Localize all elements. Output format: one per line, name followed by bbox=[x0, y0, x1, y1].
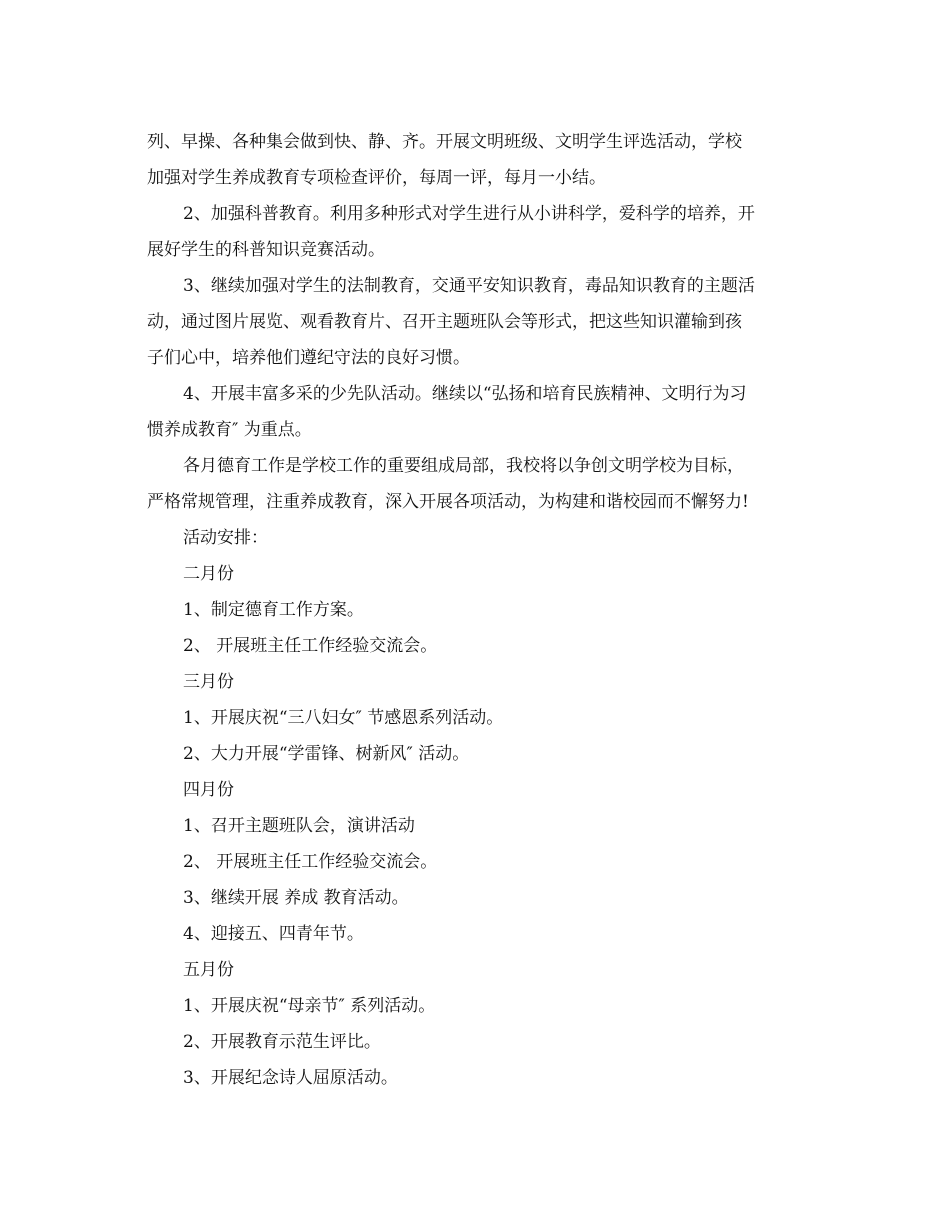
text-line: 加强对学生养成教育专项检查评价，每周一评，每月一小结。 bbox=[147, 168, 606, 188]
text-line: 4、开展丰富多采的少先队活动。继续以“弘扬和培育民族精神、文明行为习 bbox=[183, 384, 747, 404]
document-body bbox=[147, 124, 807, 1096]
text-line: 动，通过图片展览、观看教育片、召开主题班队会等形式，把这些知识灌输到孩 bbox=[147, 312, 742, 332]
text-line: 四月份 bbox=[183, 780, 234, 800]
text-line: 4、迎接五、四青年节。 bbox=[183, 924, 364, 944]
text-line: 2、加强科普教育。利用多种形式对学生进行从小讲科学，爱科学的培养，开 bbox=[183, 204, 755, 224]
text-line: 三月份 bbox=[183, 672, 234, 692]
text-line: 2、大力开展“学雷锋、树新风″ 活动。 bbox=[183, 744, 470, 764]
text-line: 子们心中，培养他们遵纪守法的良好习惯。 bbox=[147, 348, 470, 368]
text-line: 3、继续加强对学生的法制教育，交通平安知识教育，毒品知识教育的主题活 bbox=[183, 276, 755, 296]
text-line: 1、开展庆祝“母亲节″ 系列活动。 bbox=[183, 996, 436, 1016]
text-line: 1、召开主题班队会，演讲活动 bbox=[183, 816, 415, 836]
text-line: 2、 开展班主任工作经验交流会。 bbox=[183, 636, 438, 656]
text-line: 列、早操、各种集会做到快、静、齐。开展文明班级、文明学生评选活动，学校 bbox=[147, 132, 742, 152]
text-line: 五月份 bbox=[183, 960, 234, 980]
text-line: 二月份 bbox=[183, 564, 234, 584]
text-line: 活动安排： bbox=[183, 528, 268, 548]
text-line: 严格常规管理，注重养成教育，深入开展各项活动，为构建和谐校园而不懈努力! bbox=[147, 492, 749, 512]
text-line: 惯养成教育″ 为重点。 bbox=[147, 420, 312, 440]
text-line: 2、 开展班主任工作经验交流会。 bbox=[183, 852, 438, 872]
text-line: 各月德育工作是学校工作的重要组成局部，我校将以争创文明学校为目标， bbox=[183, 456, 744, 476]
text-line: 1、制定德育工作方案。 bbox=[183, 600, 364, 620]
text-line: 1、开展庆祝“三八妇女″ 节感恩系列活动。 bbox=[183, 708, 504, 728]
text-line: 2、开展教育示范生评比。 bbox=[183, 1032, 381, 1052]
text-line: 3、开展纪念诗人屈原活动。 bbox=[183, 1068, 398, 1088]
text-line: 3、继续开展 养成 教育活动。 bbox=[183, 888, 409, 908]
text-line: 展好学生的科普知识竞赛活动。 bbox=[147, 240, 385, 260]
